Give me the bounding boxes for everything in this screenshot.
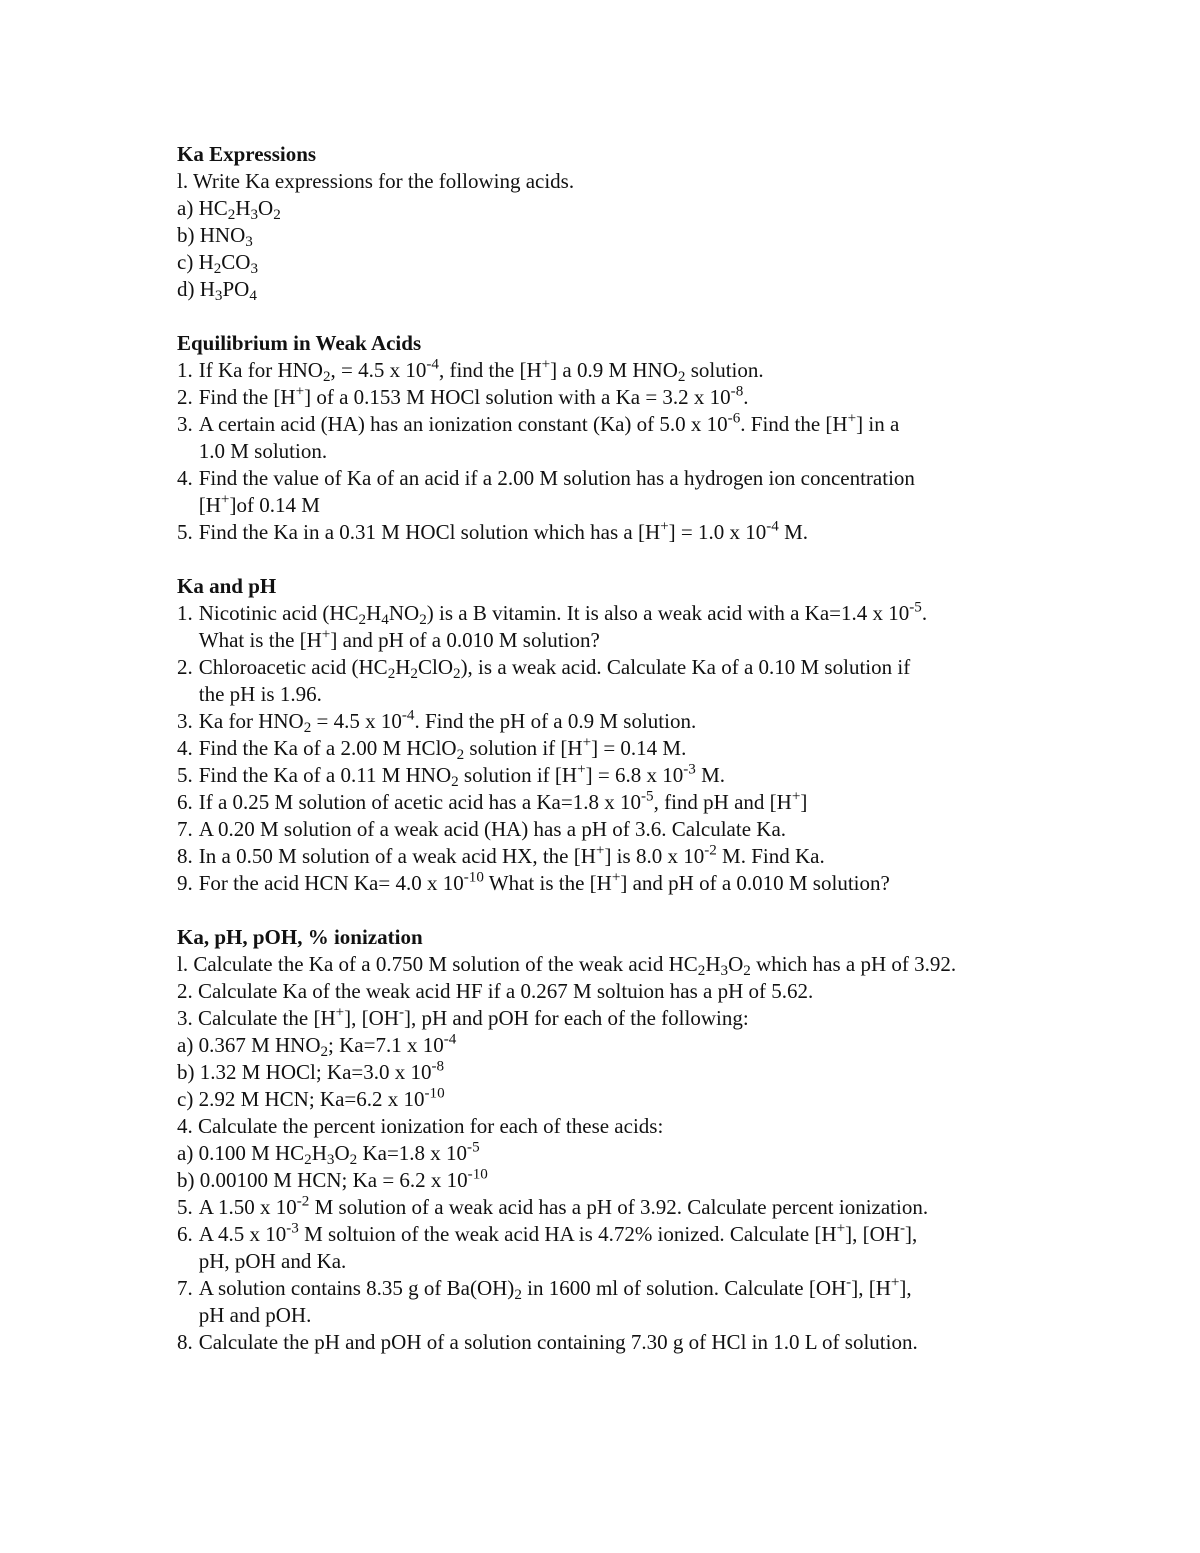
text-line: [H+]of 0.14 M — [198, 491, 320, 517]
question-number: 8. — [177, 844, 193, 868]
text-line: Find the value of Ka of an acid if a 2.00 M solution has a hydrogen ion concentration — [198, 466, 915, 490]
worksheet-content — [177, 141, 1137, 1383]
section-heading: Ka Expressions — [177, 142, 317, 166]
text-line: Find the Ka of a 2.00 M HClO$_2$ solution if [H+] = 0.14 M. — [198, 734, 687, 763]
text-line: d) $H_3PO_4$ — [177, 277, 257, 304]
question-item — [177, 1194, 1137, 1221]
section-heading: Ka and pH — [177, 574, 277, 598]
text-line: pH and pOH. — [198, 1303, 312, 1327]
question-item — [177, 1032, 1137, 1059]
question-number: 6. — [177, 1222, 193, 1246]
text-line: l. Calculate the Ka of a 0.750 M solution of the weak acid $HC_2H_3O_2$ which has a pH of 3.92. — [177, 952, 957, 979]
question-text — [199, 384, 1137, 411]
question-item — [177, 1086, 1137, 1113]
text-line: Find the Ka in a 0.31 M HOCl solution which has a [H+] = 1.0 x $10^{-4}$ M. — [198, 518, 809, 544]
text-line: pH, pOH and Ka. — [198, 1249, 347, 1273]
question-number: 5. — [177, 520, 193, 544]
question-number: 2. — [177, 385, 193, 409]
text-line: For the acid HCN Ka= 4.0 x $10^{-10}$ What is the [H+] and pH of a 0.010 M solution? — [198, 869, 890, 895]
text-line: c) 2.92 M HCN; Ka=6.2 x $10^{-10}$ — [177, 1085, 445, 1111]
question-item — [177, 1059, 1137, 1086]
question-number: 9. — [177, 871, 193, 895]
text-line: A certain acid (HA) has an ionization constant (Ka) of 5.0 x $10^{-6}$. Find the [H+] in a — [198, 410, 900, 436]
question-item — [177, 519, 1137, 546]
question-text — [199, 708, 1137, 735]
question-text — [199, 789, 1137, 816]
question-item — [177, 978, 1137, 1005]
question-item — [177, 465, 1137, 519]
question-text — [199, 654, 1137, 708]
text-line: c) $H_2CO_3$ — [177, 250, 259, 277]
section — [177, 924, 1137, 1356]
text-line: b) 1.32 M HOCl; Ka=3.0 x $10^{-8}$ — [177, 1058, 445, 1084]
section-heading: Equilibrium in Weak Acids — [177, 331, 422, 355]
question-number: 7. — [177, 1276, 193, 1300]
question-item — [177, 276, 1137, 303]
question-item — [177, 951, 1137, 978]
question-number: 4. — [177, 466, 193, 490]
text-line: Calculate the pH and pOH of a solution containing 7.30 g of HCl in 1.0 L of solution. — [198, 1330, 918, 1354]
question-item — [177, 1167, 1137, 1194]
question-number: 3. — [177, 709, 193, 733]
question-text — [199, 1194, 1137, 1221]
question-text — [199, 357, 1137, 384]
text-line: Ka for $HNO_2 = 4.5$ x $10^{-4}$. Find the pH of a 0.9 M solution. — [198, 707, 697, 736]
question-text — [199, 843, 1137, 870]
text-line: Find the Ka of a 0.11 M $HNO_2$ solution if [H+] = 6.8 x $10^{-3}$ M. — [198, 761, 725, 790]
text-line: Find the [H+] of a 0.153 M HOCl solution with a Ka = 3.2 x $10^{-8}$. — [198, 383, 749, 409]
text-line: If Ka for $HNO_2$, = 4.5 x $10^{-4}$, find the [H+] a 0.9 M $HNO_2$ solution. — [198, 356, 764, 385]
text-line: b) $HNO_3$ — [177, 223, 253, 250]
question-text — [199, 870, 1137, 897]
question-text — [199, 816, 1137, 843]
text-line: 2. Calculate Ka of the weak acid HF if a 0.267 M soltuion has a pH of 5.62. — [177, 979, 814, 1003]
question-item — [177, 1329, 1137, 1356]
text-line: Chloroacetic acid $(HC_2H_2ClO_2)$, is a weak acid. Calculate Ka of a 0.10 M solution if — [198, 655, 911, 682]
question-text — [199, 735, 1137, 762]
question-item — [177, 168, 1137, 195]
question-number: 1. — [177, 358, 193, 382]
question-number: 2. — [177, 655, 193, 679]
question-item — [177, 735, 1137, 762]
question-item — [177, 1221, 1137, 1275]
question-item — [177, 1113, 1137, 1140]
text-line: A 0.20 M solution of a weak acid (HA) has a pH of 3.6. Calculate Ka. — [198, 817, 787, 841]
question-item — [177, 654, 1137, 708]
question-number: 5. — [177, 763, 193, 787]
question-text — [199, 1329, 1137, 1356]
section — [177, 141, 1137, 303]
text-line: In a 0.50 M solution of a weak acid HX, the [H+] is 8.0 x $10^{-2}$ M. Find Ka. — [198, 842, 825, 868]
text-line: 3. Calculate the [H+], [OH-], pH and pOH for each of the following: — [177, 1004, 749, 1030]
question-text — [199, 762, 1137, 789]
text-line: a) 0.100 M $HC_2H_3O_2$ Ka=1.8 x $10^{-5}$ — [177, 1139, 480, 1168]
question-item — [177, 384, 1137, 411]
question-item — [177, 870, 1137, 897]
question-item — [177, 411, 1137, 465]
question-item — [177, 1140, 1137, 1167]
question-number: 8. — [177, 1330, 193, 1354]
question-item — [177, 708, 1137, 735]
question-number: 6. — [177, 790, 193, 814]
question-text — [199, 465, 1137, 519]
question-text — [199, 1275, 1137, 1329]
section-heading: Ka, pH, pOH, % ionization — [177, 925, 423, 949]
question-item — [177, 222, 1137, 249]
text-line: the pH is 1.96. — [198, 682, 322, 706]
text-line: 1.0 M solution. — [198, 439, 328, 463]
question-item — [177, 600, 1137, 654]
section — [177, 330, 1137, 546]
text-line: If a 0.25 M solution of acetic acid has a Ka=1.8 x $10^{-5}$, find pH and [H+] — [198, 788, 808, 814]
text-line: l. Write Ka expressions for the following acids. — [177, 169, 575, 193]
question-number: 7. — [177, 817, 193, 841]
text-line: a) $HC_2H_3O_2$ — [177, 196, 281, 223]
question-item — [177, 762, 1137, 789]
text-line: What is the [H+] and pH of a 0.010 M solution? — [198, 626, 600, 652]
question-text — [199, 519, 1137, 546]
text-line: A solution contains 8.35 g of $Ba(OH)_2$ in 1600 ml of solution. Calculate [OH-], [H+], — [198, 1274, 912, 1303]
question-item — [177, 816, 1137, 843]
question-text — [199, 1221, 1137, 1275]
question-item — [177, 1005, 1137, 1032]
text-line: a) 0.367 M $HNO_2$; Ka=7.1 x $10^{-4}$ — [177, 1031, 457, 1060]
question-number: 1. — [177, 601, 193, 625]
question-item — [177, 357, 1137, 384]
text-line: 4. Calculate the percent ionization for each of these acids: — [177, 1114, 664, 1138]
question-item — [177, 789, 1137, 816]
text-line: b) 0.00100 M HCN; Ka = 6.2 x $10^{-10}$ — [177, 1166, 488, 1192]
question-text — [199, 411, 1137, 465]
question-item — [177, 195, 1137, 222]
section — [177, 573, 1137, 897]
question-number: 3. — [177, 412, 193, 436]
question-item — [177, 843, 1137, 870]
question-item — [177, 1275, 1137, 1329]
question-number: 5. — [177, 1195, 193, 1219]
text-line: A 4.5 x $10^{-3}$ M soltuion of the weak acid HA is 4.72% ionized. Calculate [H+], [OH-], — [198, 1220, 918, 1246]
text-line: A 1.50 x $10^{-2}$ M solution of a weak acid has a pH of 3.92. Calculate percent ionization. — [198, 1193, 929, 1219]
question-text — [199, 600, 1137, 654]
question-item — [177, 249, 1137, 276]
text-line: Nicotinic acid $(HC_2H_4NO_2)$ is a B vitamin. It is also a weak acid with a Ka=1.4 x $10^{-5}$. — [198, 599, 928, 628]
question-number: 4. — [177, 736, 193, 760]
